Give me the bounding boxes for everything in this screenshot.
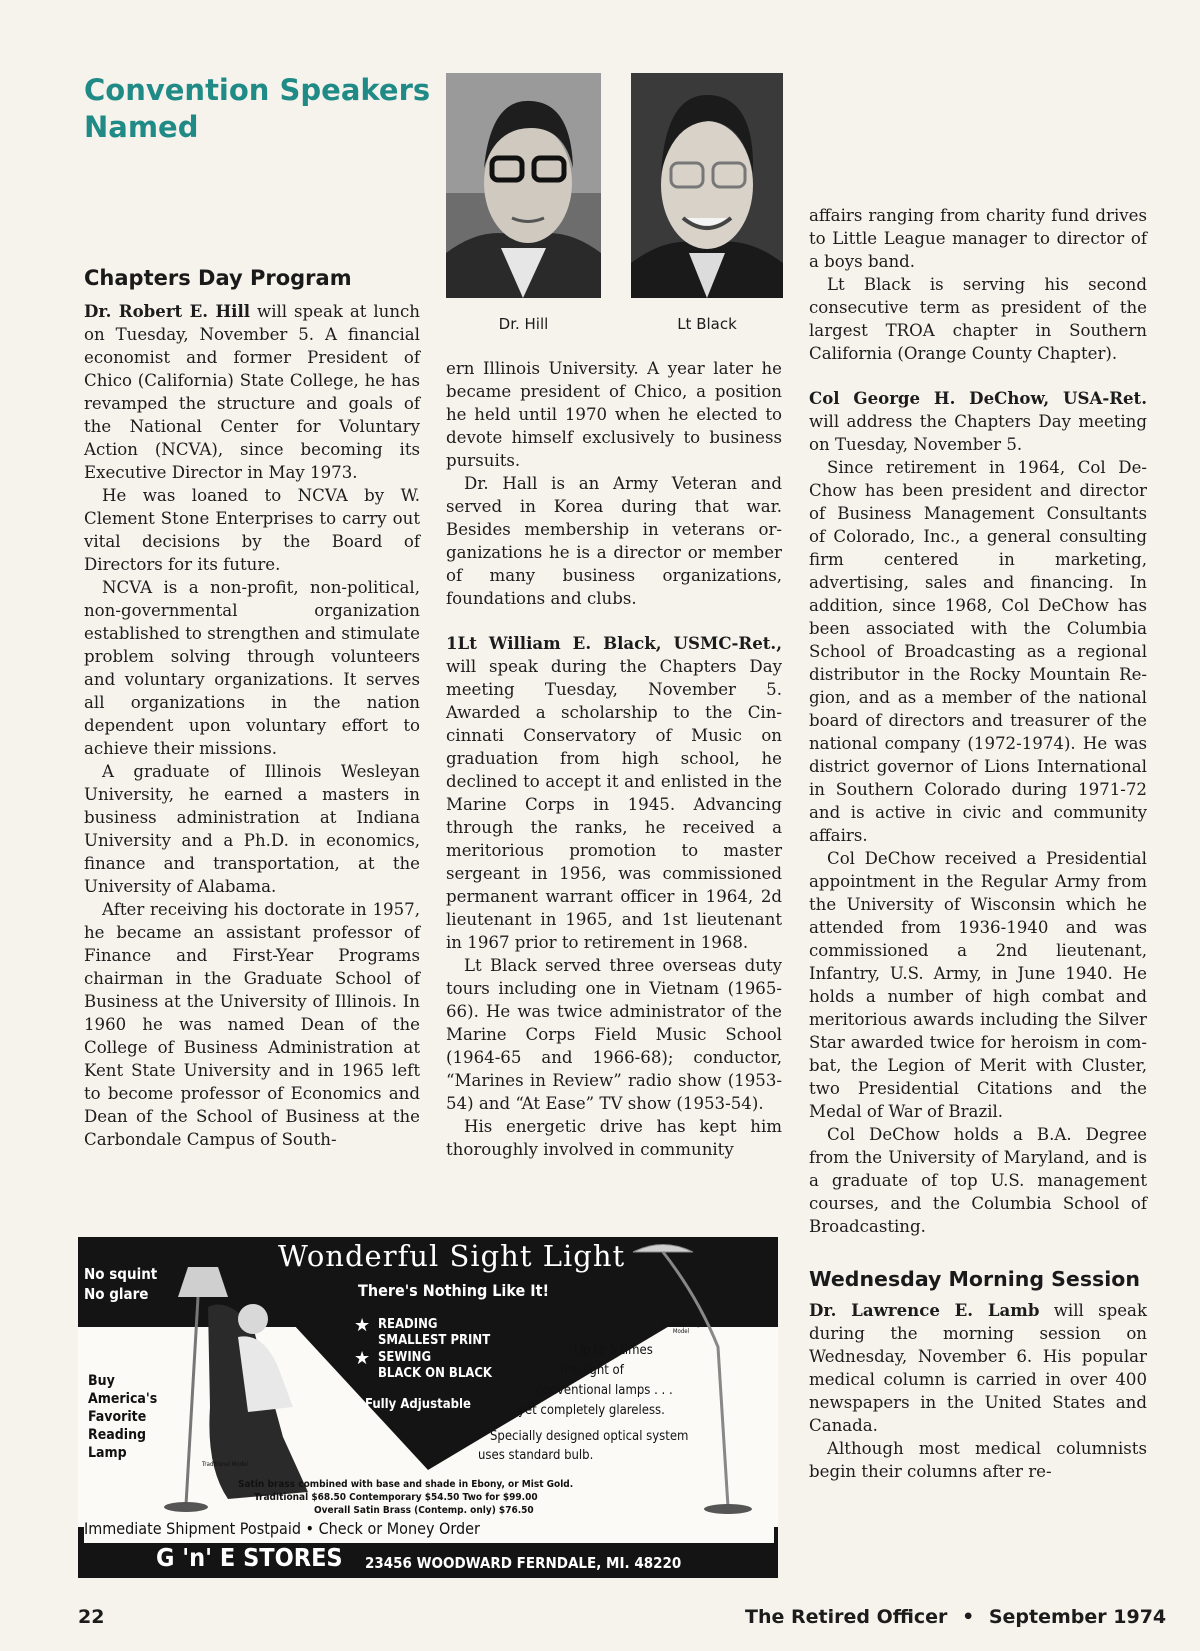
- ad-title: Wonderful Sight Light: [278, 1239, 626, 1273]
- ad-satin: Satin brass combined with base and shade in Ebony, or Mist Gold.: [238, 1479, 574, 1490]
- ad-claim-2: the light of: [560, 1363, 624, 1378]
- ad-bullet-smallest-print: SMALLEST PRINT: [378, 1333, 491, 1348]
- headline-line-2: Named: [84, 110, 199, 144]
- speaker-name: Col George H. DeChow, USA-Ret.: [809, 388, 1147, 408]
- paragraph: A graduate of Illinois Wesleyan University, he earned a masters in business administration at Indiana University and a Ph.D. in economics, finance and transportation, at the University of Alabama.: [84, 762, 420, 896]
- ad-store-address: 23456 WOODWARD FERNDALE, MI. 48220: [365, 1554, 682, 1572]
- paragraph: ern Illinois University. A year later he became president of Chico, a position he held until 1970 when he elected to devote himself exclusively to business pursuits.: [446, 359, 782, 470]
- ad-bullet-black-on-black: BLACK ON BLACK: [378, 1366, 492, 1381]
- ad-buy-line-2: America's: [88, 1391, 158, 1407]
- paragraph: Col DeChow received a Presidential appointment in the Regular Army from the University of Wisconsin which he attended from 1936-1940 and was commissioned a 2nd lieutenant, Infantry, U.S. Army, in June 1940. He holds a number of high combat and meritorious awards including the Silver Star awarded twice for heroism in combat, the Legion of Merit with Cluster, two Presidential Citations and the Medal of War of Brazil.: [809, 849, 1147, 1121]
- ad-buy-line-5: Lamp: [88, 1445, 127, 1461]
- ad-no-squint: No squint: [84, 1265, 158, 1283]
- paragraph: Lt Black served three overseas duty tours including one in Vietnam (1965-66). He was twice administrator of the Marine Corps Field Music School (1964-65 and 1966-68); conductor, “Marines in Review” radio show (1953-54) and “At Ease” TV show (1953-54).: [446, 956, 782, 1113]
- ad-no-glare: No glare: [84, 1285, 149, 1303]
- paragraph: Dr. Hall is an Army Veteran and served in Korea during that war. Besides membership in veterans organizations he is a director or member of many business organizations, foundations and clubs.: [446, 474, 782, 608]
- ad-claim-1: Up to 5 times: [574, 1343, 653, 1358]
- svg-text:★: ★: [354, 1315, 371, 1336]
- speaker-name: 1Lt William E. Black, USMC-Ret.,: [446, 633, 782, 653]
- paragraph: NCVA is a non-profit, non-political, non-governmental organization established to strengthen and stimulate problem solving through volunteers and voluntary organizations. It serves all organizations in the nation dependent upon voluntary effort to achieve their missions.: [84, 578, 420, 758]
- lamp-advertisement: [78, 1237, 778, 1578]
- article-column-1: [84, 300, 420, 1151]
- paragraph: He was loaned to NCVA by W. Clement Stone Enterprises to carry out vital decisions by the Board of Directors for its future.: [84, 486, 420, 574]
- paragraph: [809, 387, 1147, 456]
- headline-line-1: Convention Speakers: [84, 73, 431, 107]
- ad-buy-line-1: Buy: [88, 1373, 115, 1389]
- paragraph: [84, 300, 420, 484]
- svg-text:★: ★: [354, 1348, 371, 1369]
- ad-fully-adjustable: Fully Adjustable: [365, 1397, 471, 1412]
- ad-shipment: Immediate Shipment Postpaid • Check or Money Order: [84, 1519, 774, 1543]
- speaker-name: Dr. Lawrence E. Lamb: [809, 1300, 1040, 1320]
- photo-lt-black: [631, 73, 783, 298]
- paragraph: His energetic drive has kept him thoroughly involved in community: [446, 1117, 782, 1159]
- page-number: 22: [78, 1606, 105, 1628]
- paragraph: Col DeChow holds a B.A. Degree from the University of Maryland, and is a graduate of top U.S. management courses, and the Columbia School of Broadcasting.: [809, 1125, 1147, 1236]
- section-heading-wednesday: Wednesday Morning Session: [809, 1267, 1140, 1291]
- ad-prices: Traditional $68.50 Contemporary $54.50 Two for $99.00: [254, 1492, 538, 1503]
- ad-bullet-sewing: SEWING: [378, 1350, 432, 1365]
- ad-contemporary-model: Contemporary Model: [661, 1321, 701, 1335]
- ad-buy-line-4: Reading: [88, 1427, 147, 1443]
- running-footer: [745, 1606, 1166, 1628]
- caption-lt-black: Lt Black: [677, 315, 737, 333]
- ad-optical-2: uses standard bulb.: [478, 1448, 594, 1463]
- speaker-name: Dr. Robert E. Hill: [84, 301, 251, 321]
- section-heading-chapters-day: Chapters Day Program: [84, 266, 352, 290]
- article-column-2: [446, 357, 782, 1161]
- ad-overall: Overall Satin Brass (Contemp. only) $76.50: [314, 1505, 534, 1516]
- paragraph: After receiving his doctorate in 1957, he became an assistant professor of Finance and First-Year Programs chairman in the Graduate School of Business at the University of Illinois. In 1960 he was named Dean of the College of Business Administration at Kent State University and in 1965 left to become professor of Economics and Dean of the School of Business at the Carbondale Campus of South-: [84, 900, 420, 1149]
- ad-claim-4: yet completely glareless.: [518, 1403, 665, 1418]
- article-headline: [84, 72, 444, 146]
- paragraph-text: will speak during the Chapters Day meeting Tuesday, November 5. Awarded a scholarship to the Cincinnati Conservatory of Music on graduation from high school, he declined to accept it and enlisted in the Marine Corps in 1945. Advancing through the ranks, he received a meritorious promotion to master sergeant in 1956, was commissioned permanent warrant officer in 1964, 2d lieutenant in 1965, and 1st lieutenant in 1967 prior to retirement in 1968.: [446, 657, 782, 952]
- photo-dr-hill: [446, 73, 601, 298]
- paragraph: Lt Black is serving his second consecutive term as president of the largest TROA chapter in Southern California (Orange County Chapter).: [809, 275, 1147, 363]
- paragraph: [446, 632, 782, 954]
- caption-dr-hill: Dr. Hill: [498, 315, 549, 333]
- ad-subtitle: There's Nothing Like It!: [358, 1281, 550, 1300]
- paragraph-text: will speak during the morning session on Wednesday, November 6. His popular medical column is carried in over 400 newspapers in the United States and Canada.: [809, 1301, 1147, 1435]
- paragraph-text: will speak at lunch on Tuesday, November 5. A financial economist and former President of Chico (California) State College, he has revamped the structure and goals of the National Center for Voluntary Action (NCVA), since becoming its Executive Director in May 1973.: [84, 302, 420, 482]
- ad-optical-1: Specially designed optical system: [490, 1429, 689, 1444]
- paragraph: [809, 1299, 1147, 1437]
- ad-traditional-model: Traditional Model: [202, 1461, 248, 1468]
- ad-bullet-reading: READING: [378, 1317, 438, 1332]
- ad-claim-3: conventional lamps . . .: [536, 1383, 673, 1398]
- paragraph: Since retirement in 1964, Col DeChow has been president and director of Business Management Consultants of Colorado, Inc., a general consulting firm centered in marketing, advertising, sales and financing. In addition, since 1968, Col DeChow has been associated with the Columbia School of Broadcasting as a regional distributor in the Rocky Mountain Region, and as a member of the national board of directors and treasurer of the national company (1972-1974). He was district governor of Lions International in Southern Colorado during 1971-72 and is active in civic and community affairs.: [809, 458, 1147, 845]
- ad-buy-line-3: Favorite: [88, 1409, 147, 1425]
- paragraph-text: will address the Chapters Day meeting on Tuesday, November 5.: [809, 412, 1147, 454]
- paragraph: affairs ranging from charity fund drives to Little League manager to director of a boys band.: [809, 206, 1147, 271]
- magazine-title: The Retired Officer: [745, 1606, 948, 1628]
- article-column-3: [809, 204, 1147, 1483]
- paragraph: Although most medical columnists begin their columns after re-: [809, 1439, 1147, 1481]
- footer-separator: •: [962, 1606, 975, 1628]
- ad-store-name: G 'n' E STORES: [156, 1543, 343, 1572]
- issue-date: September 1974: [988, 1606, 1167, 1628]
